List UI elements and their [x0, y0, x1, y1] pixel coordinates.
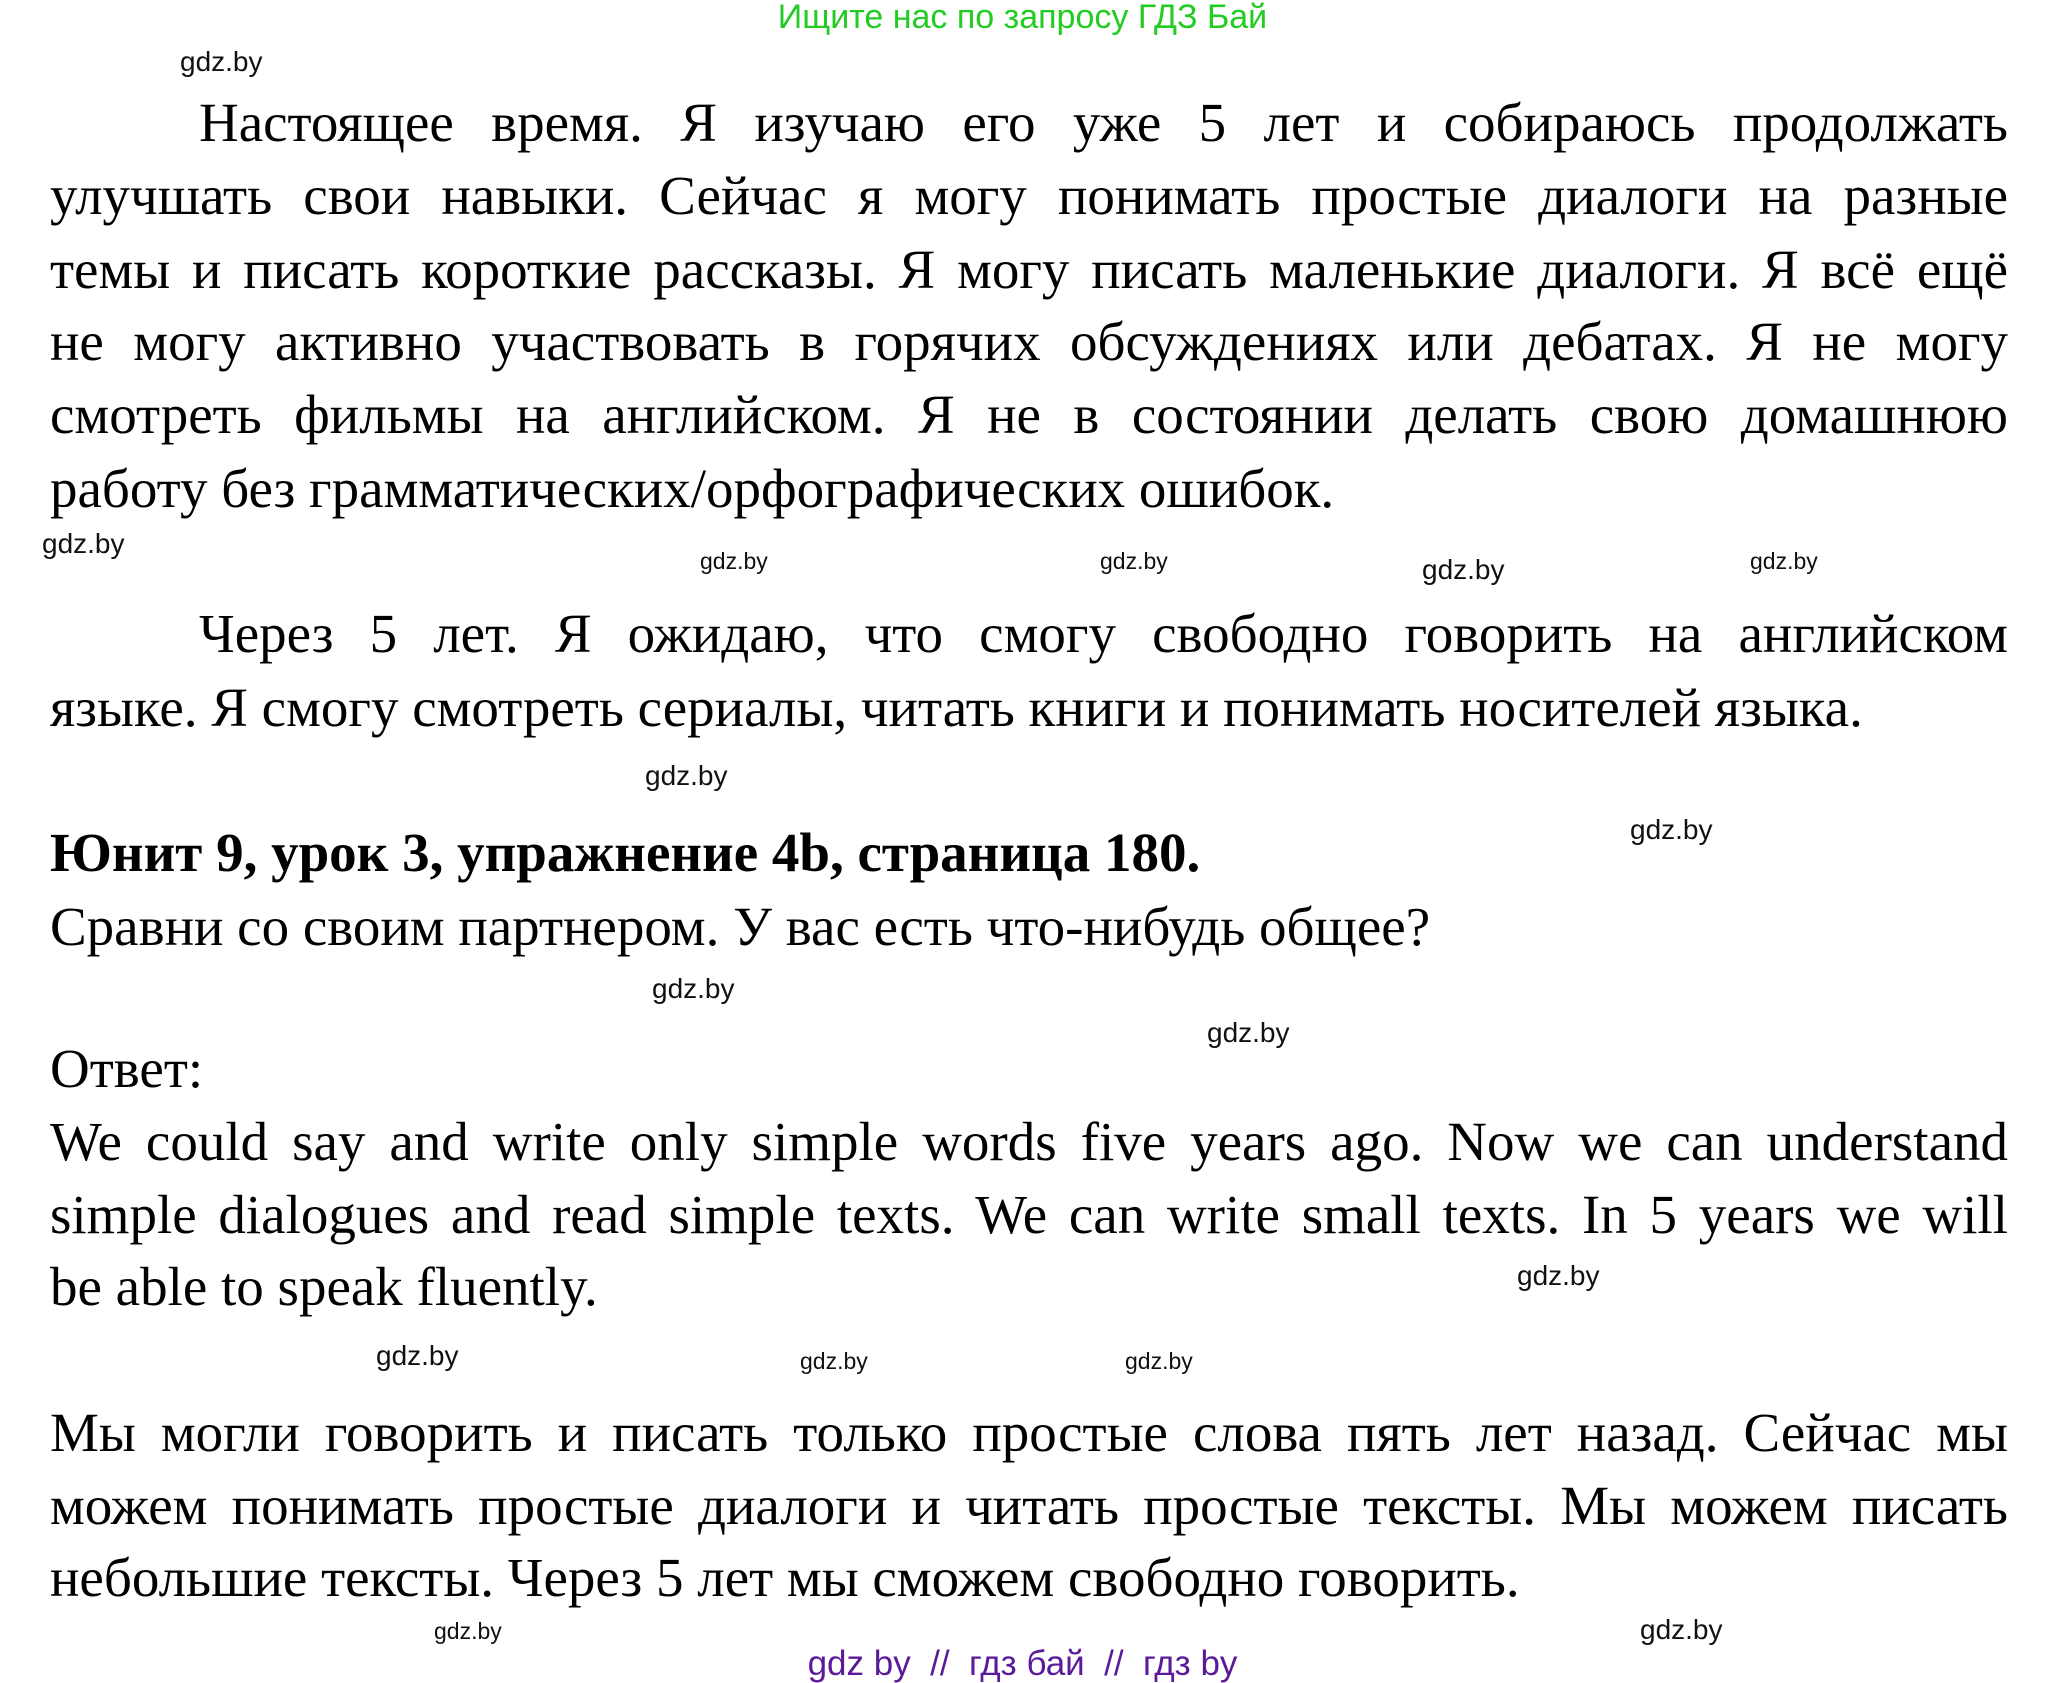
watermark: gdz.by: [180, 46, 263, 77]
watermark: gdz.by: [1517, 1260, 1600, 1291]
answer-ru-line: Мы могли говорить и писать только простые слова пять лет назад. Сейчас мы: [50, 1402, 2008, 1463]
watermark: gdz.by: [1207, 1017, 1290, 1048]
answer-en-line: be able to speak fluently.: [50, 1256, 598, 1317]
paragraph1-line: не могу активно участвовать в горячих обсуждениях или дебатах. Я не могу: [50, 311, 2008, 372]
watermark: gdz.by: [800, 1348, 868, 1374]
exercise-heading: Юнит 9, урок 3, упражнение 4b, страница 180.: [50, 822, 1201, 883]
watermark: gdz.by: [1750, 548, 1818, 574]
paragraph1-line: Настоящее время. Я изучаю его уже 5 лет и собираюсь продолжать: [199, 92, 2008, 153]
answer-ru-line: небольшие тексты. Через 5 лет мы сможем свободно говорить.: [50, 1547, 1520, 1608]
watermark: gdz.by: [645, 760, 728, 791]
answer-en-line: We could say and write only simple words five years ago. Now we can understand: [50, 1111, 2008, 1172]
watermark: gdz.by: [1630, 814, 1713, 845]
watermark: gdz.by: [1640, 1614, 1723, 1645]
watermark: gdz.by: [376, 1340, 459, 1371]
paragraph1-line: смотреть фильмы на английском. Я не в состоянии делать свою домашнюю: [50, 384, 2008, 445]
paragraph1-line: темы и писать короткие рассказы. Я могу писать маленькие диалоги. Я всё ещё: [50, 239, 2008, 300]
answer-label: Ответ:: [50, 1038, 204, 1099]
watermark: gdz.by: [700, 548, 768, 574]
watermark: gdz.by: [1422, 554, 1505, 585]
watermark: gdz.by: [42, 528, 125, 559]
watermark: gdz.by: [1100, 548, 1168, 574]
paragraph2-line: Через 5 лет. Я ожидаю, что смогу свободно говорить на английском: [199, 603, 2008, 664]
exercise-question: Сравни со своим партнером. У вас есть что-нибудь общее?: [50, 896, 1431, 957]
paragraph1-line: работу без грамматических/орфографических ошибок.: [50, 458, 1335, 519]
watermark: gdz.by: [434, 1618, 502, 1644]
answer-en-line: simple dialogues and read simple texts. We can write small texts. In 5 years we will: [50, 1184, 2008, 1245]
footer-links[interactable]: gdz by // гдз бай // гдз by: [807, 1644, 1238, 1683]
watermark: gdz.by: [652, 973, 735, 1004]
watermark: gdz.by: [1125, 1348, 1193, 1374]
search-banner: Ищите нас по запросу ГДЗ Бай: [777, 0, 1268, 36]
paragraph2-line: языке. Я смогу смотреть сериалы, читать книги и понимать носителей языка.: [50, 677, 1863, 738]
paragraph1-line: улучшать свои навыки. Сейчас я могу понимать простые диалоги на разные: [50, 165, 2008, 226]
answer-ru-line: можем понимать простые диалоги и читать простые тексты. Мы можем писать: [50, 1475, 2008, 1536]
